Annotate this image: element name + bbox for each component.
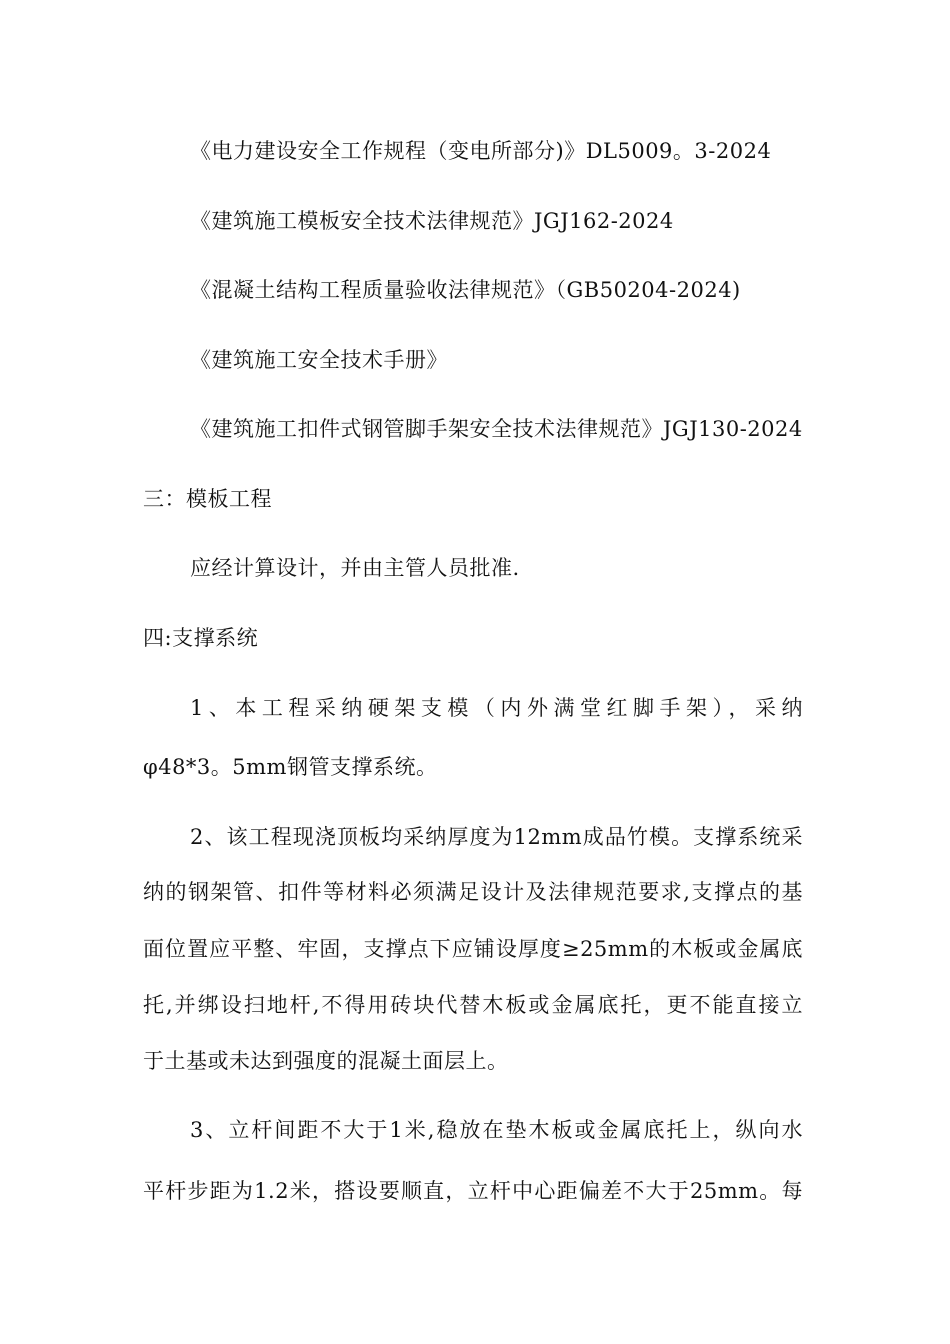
section-3-heading: 三：模板工程 [143,487,272,511]
reference-line-2: 《建筑施工模板安全技术法律规范》JGJ162-2024 [190,209,674,233]
item-3-line-2: 平杆步距为1.2米，搭设要顺直，立杆中心距偏差不大于25mm。每 [143,1179,803,1203]
section-3-body: 应经计算设计，并由主管人员批准. [190,556,520,580]
reference-line-1: 《电力建设安全工作规程（变电所部分)》DL5009。3-2024 [190,139,772,163]
reference-line-3: 《混凝土结构工程质量验收法律规范》（GB50204-2024) [190,278,741,302]
item-2-line-1: 2、该工程现浇顶板均采纳厚度为12mm成品竹模。支撑系统采 [190,825,803,849]
item-2-line-2: 纳的钢架管、扣件等材料必须满足设计及法律规范要求,支撑点的基 [143,880,803,904]
item-1-line-2: φ48*3。5mm钢管支撑系统。 [143,755,438,779]
reference-line-5: 《建筑施工扣件式钢管脚手架安全技术法律规范》JGJ130-2024 [190,417,803,441]
reference-line-4: 《建筑施工安全技术手册》 [190,348,448,372]
item-2-line-3: 面位置应平整、牢固，支撑点下应铺设厚度≥25mm的木板或金属底 [143,937,803,961]
section-4-heading: 四:支撑系统 [143,626,259,650]
item-2-line-5: 于土基或未达到强度的混凝土面层上。 [143,1049,509,1073]
item-3-line-1: 3、立杆间距不大于1米,稳放在垫木板或金属底托上，纵向水 [190,1118,803,1142]
item-1-line-1: 1、本工程采纳硬架支模（内外满堂红脚手架），采纳 [190,696,803,720]
item-2-line-4: 托,并绑设扫地杆,不得用砖块代替木板或金属底托，更不能直接立 [143,993,803,1017]
